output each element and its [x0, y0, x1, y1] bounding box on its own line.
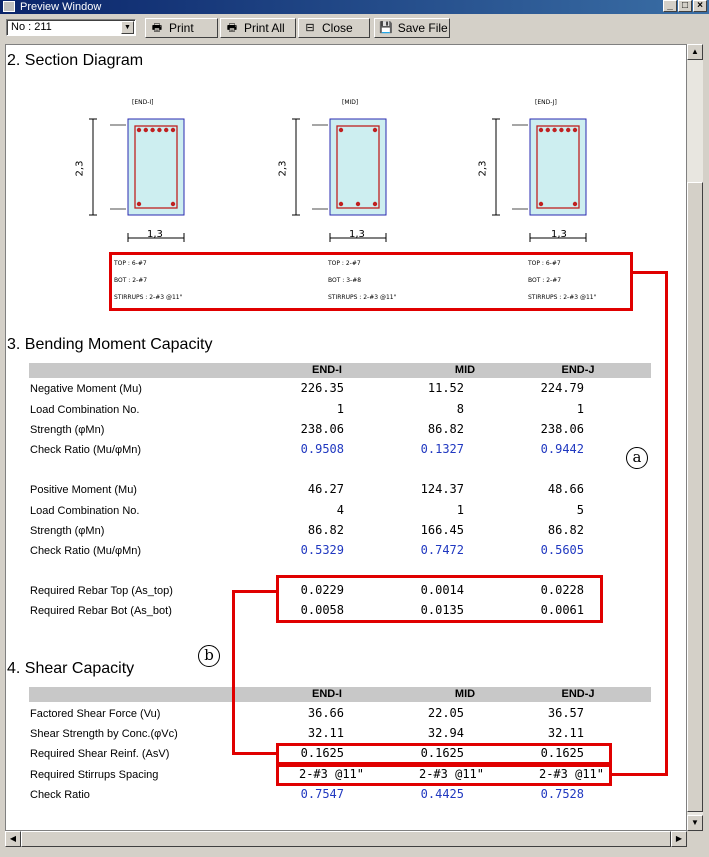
- section3-value-mid: 1: [456, 503, 464, 517]
- rebar-dot: [539, 202, 543, 206]
- section3-value-mid: 0.0135: [420, 603, 464, 617]
- section-name-mid: [MID]: [342, 99, 359, 106]
- window-title: Preview Window: [20, 1, 102, 13]
- section3-value-mid: 0.1327: [420, 442, 464, 456]
- section3-value-end-j: 0.0228: [540, 583, 584, 597]
- header-end-j: END-J: [561, 688, 595, 700]
- maximize-button[interactable]: □: [678, 0, 692, 12]
- section4-value-mid: 22.05: [427, 706, 464, 720]
- rebar-bot-mid: BOT : 3-#8: [328, 277, 362, 284]
- concrete-section: [330, 119, 386, 215]
- section3-value-end-i: 1: [336, 402, 344, 416]
- connector-a-top: [633, 271, 668, 274]
- section3-value-end-j: 5: [576, 503, 584, 517]
- printer-icon: 🖶: [226, 22, 238, 34]
- report-page: [5, 44, 687, 831]
- section3-value-end-j: 86.82: [547, 523, 584, 537]
- section3-value-mid: 8: [456, 402, 464, 416]
- section4-value-end-i: 36.66: [307, 706, 344, 720]
- connector-a-vertical: [665, 271, 668, 776]
- rebar-dot: [144, 128, 148, 132]
- section4-value-end-i: 0.1625: [300, 746, 344, 760]
- rebar-top-end-i: TOP : 6-#7: [114, 260, 147, 267]
- rebar-dot: [573, 128, 577, 132]
- section-4-title: 4. Shear Capacity: [7, 660, 135, 677]
- section3-row-label: Required Rebar Top (As_top): [30, 585, 173, 597]
- rebar-dot: [552, 128, 556, 132]
- rebar-highlight-box: [109, 252, 633, 311]
- section3-value-end-i: 0.0058: [300, 603, 344, 617]
- section3-value-end-i: 226.35: [300, 381, 344, 395]
- section4-value-end-j: 0.7528: [540, 787, 584, 801]
- bending-header-row: [29, 363, 651, 378]
- print-label: Print: [169, 21, 194, 35]
- connector-b-vertical: [232, 590, 235, 755]
- section3-value-mid: 0.7472: [420, 543, 464, 557]
- section4-value-end-j: 32.11: [547, 726, 584, 740]
- section3-value-end-i: 46.27: [307, 482, 344, 496]
- header-mid: MID: [454, 688, 476, 700]
- section-2-title: 2. Section Diagram: [7, 52, 144, 69]
- rebar-dot: [539, 128, 543, 132]
- section3-value-mid: 0.0014: [420, 583, 464, 597]
- section-width-end-j: 1,3: [551, 229, 567, 240]
- concrete-section: [530, 119, 586, 215]
- section4-row-label: Shear Strength by Conc.(φVc): [30, 728, 178, 740]
- scroll-right-button[interactable]: ▶: [671, 831, 687, 847]
- rebar-dot: [339, 128, 343, 132]
- scroll-up-button[interactable]: ▲: [687, 44, 703, 60]
- section3-row-label: Required Rebar Bot (As_bot): [30, 605, 172, 617]
- section4-value-mid: 0.4425: [420, 787, 464, 801]
- rebar-dot: [573, 202, 577, 206]
- horizontal-scrollbar[interactable]: [5, 831, 687, 847]
- section4-row-label: Check Ratio: [30, 789, 90, 801]
- section3-row-label: Positive Moment (Mu): [30, 484, 137, 496]
- scroll-left-button[interactable]: ◀: [5, 831, 21, 847]
- section3-row-label: Negative Moment (Mu): [30, 383, 142, 395]
- rebar-dot: [150, 128, 154, 132]
- toolbar: [0, 14, 709, 42]
- section3-row-label: Check Ratio (Mu/φMn): [30, 545, 142, 557]
- print-all-button[interactable]: [220, 18, 296, 38]
- section4-value-end-j: 36.57: [547, 706, 584, 720]
- rebar-dot: [559, 128, 563, 132]
- close-label: Close: [322, 21, 353, 35]
- section3-value-mid: 11.52: [427, 381, 464, 395]
- shear-header-row: [29, 687, 651, 702]
- print-button[interactable]: [145, 18, 218, 38]
- section-3-title: 3. Bending Moment Capacity: [7, 336, 213, 353]
- header-end-j: END-J: [561, 364, 595, 376]
- rebar-dot: [339, 202, 343, 206]
- section4-value-end-i: 0.7547: [300, 787, 344, 801]
- scroll-down-button[interactable]: ▼: [687, 815, 703, 831]
- rebar-dot: [356, 202, 360, 206]
- resize-grip[interactable]: [687, 831, 703, 847]
- section3-value-end-j: 1: [576, 402, 584, 416]
- rebar-dot: [157, 128, 161, 132]
- stirrups-end-j: STIRRUPS : 2-#3 @11": [528, 294, 597, 301]
- section4-value-end-j: 2-#3 @11": [538, 767, 604, 781]
- section3-value-end-j: 48.66: [547, 482, 584, 496]
- section4-value-mid: 32.94: [427, 726, 464, 740]
- header-end-i: END-I: [312, 364, 342, 376]
- stirrups-end-i: STIRRUPS : 2-#3 @11": [114, 294, 183, 301]
- rebar-dot: [137, 202, 141, 206]
- member-select[interactable]: [6, 19, 136, 36]
- floppy-disk-icon: 💾: [379, 22, 393, 34]
- printer-icon: 🖶: [151, 22, 163, 34]
- section3-value-end-j: 0.5605: [540, 543, 584, 557]
- section3-value-end-j: 224.79: [540, 381, 584, 395]
- vertical-scrollbar[interactable]: [687, 44, 703, 831]
- section-name-end-j: [END-J]: [535, 99, 557, 106]
- section3-value-end-j: 238.06: [540, 422, 584, 436]
- close-window-button[interactable]: ×: [693, 0, 707, 12]
- section-width-end-i: 1,3: [147, 229, 163, 240]
- section3-row-label: Strength (φMn): [30, 525, 105, 537]
- section3-value-end-i: 0.5329: [300, 543, 344, 557]
- rebar-top-end-j: TOP : 6-#7: [528, 260, 561, 267]
- app-icon: [3, 1, 15, 12]
- header-end-i: END-I: [312, 688, 342, 700]
- section3-value-end-i: 86.82: [307, 523, 344, 537]
- section4-row-label: Factored Shear Force (Vu): [30, 708, 161, 720]
- section3-value-mid: 86.82: [427, 422, 464, 436]
- member-select-value: No : 211: [11, 21, 52, 33]
- chevron-down-icon[interactable]: ▼: [121, 21, 134, 34]
- vertical-scroll-thumb[interactable]: [687, 182, 703, 812]
- section-height-mid: 2,3: [277, 160, 289, 177]
- section-height-end-j: 2,3: [477, 160, 489, 177]
- rebar-top-mid: TOP : 2-#7: [328, 260, 361, 267]
- concrete-section: [128, 119, 184, 215]
- rebar-dot: [373, 128, 377, 132]
- rebar-bot-end-j: BOT : 2-#7: [528, 277, 562, 284]
- section3-value-end-i: 0.9508: [300, 442, 344, 456]
- title-bar: [0, 0, 709, 14]
- section4-row-label: Required Shear Reinf. (AsV): [30, 748, 170, 760]
- section3-row-label: Check Ratio (Mu/φMn): [30, 444, 142, 456]
- stirrups-mid: STIRRUPS : 2-#3 @11": [328, 294, 397, 301]
- rebar-dot: [137, 128, 141, 132]
- rebar-dot: [164, 128, 168, 132]
- rebar-dot: [171, 128, 175, 132]
- rebar-dot: [171, 202, 175, 206]
- print-all-label: Print All: [244, 21, 285, 35]
- section3-row-label: Strength (φMn): [30, 424, 105, 436]
- section3-row-label: Load Combination No.: [30, 505, 140, 517]
- section4-value-end-i: 2-#3 @11": [298, 767, 364, 781]
- section4-value-end-i: 32.11: [307, 726, 344, 740]
- rebar-bot-end-i: BOT : 2-#7: [114, 277, 148, 284]
- section4-value-mid: 0.1625: [420, 746, 464, 760]
- close-button[interactable]: [298, 18, 370, 38]
- section3-value-end-i: 238.06: [300, 422, 344, 436]
- section-width-mid: 1,3: [349, 229, 365, 240]
- section3-value-mid: 166.45: [420, 523, 464, 537]
- annotation-a: a: [626, 447, 648, 469]
- rebar-dot: [373, 202, 377, 206]
- connector-a-bottom: [612, 773, 668, 776]
- section4-row-label: Required Stirrups Spacing: [30, 769, 159, 781]
- section3-value-end-i: 0.0229: [300, 583, 344, 597]
- horizontal-scroll-thumb[interactable]: [21, 831, 671, 847]
- close-doc-icon: ⊟: [305, 22, 315, 34]
- section3-row-label: Load Combination No.: [30, 404, 140, 416]
- rebar-dot: [546, 128, 550, 132]
- section4-value-end-j: 0.1625: [540, 746, 584, 760]
- section-name-end-i: [END-I]: [132, 99, 154, 106]
- rebar-dot: [566, 128, 570, 132]
- save-file-button[interactable]: [374, 18, 450, 38]
- section4-value-mid: 2-#3 @11": [418, 767, 484, 781]
- section3-value-mid: 124.37: [420, 482, 464, 496]
- minimize-button[interactable]: _: [663, 0, 677, 12]
- section-height-end-i: 2,3: [74, 160, 86, 177]
- section3-value-end-j: 0.0061: [540, 603, 584, 617]
- annotation-b: b: [198, 645, 220, 667]
- section3-value-end-j: 0.9442: [540, 442, 584, 456]
- header-mid: MID: [454, 364, 476, 376]
- section3-value-end-i: 4: [336, 503, 344, 517]
- save-file-label: Save File: [397, 21, 448, 35]
